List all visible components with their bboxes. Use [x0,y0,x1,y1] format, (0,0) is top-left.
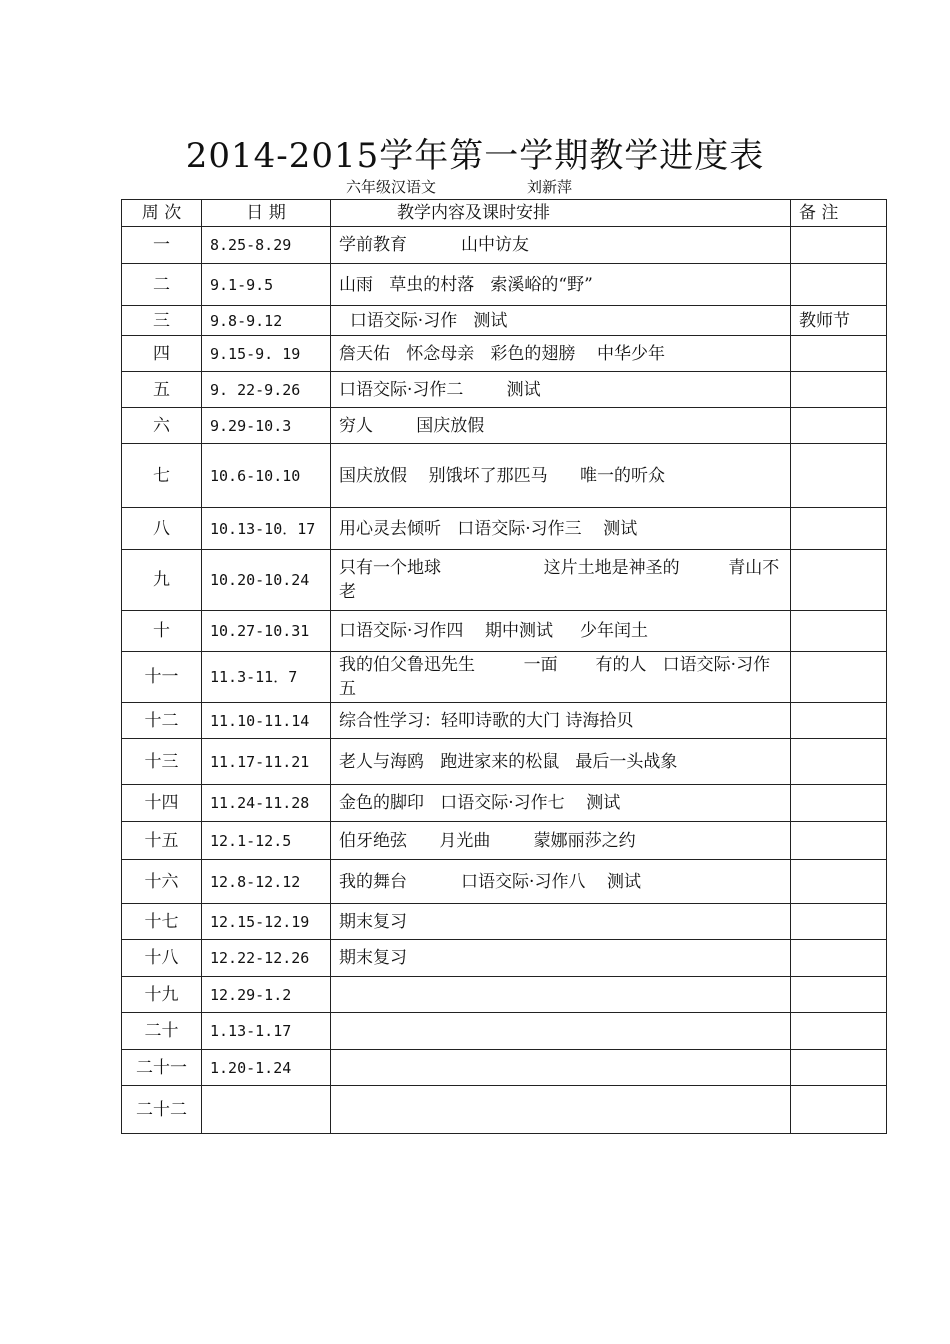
content-cell: 詹天佑 怀念母亲 彩色的翅膀 中华少年 [331,336,791,372]
note-cell [791,444,887,508]
table-row [122,904,887,940]
date-cell: 9.1-9.5 [202,264,331,306]
week-cell: 十八 [122,940,202,977]
content-cell: 只有一个地球 这片土地是神圣的 青山不老 [331,550,791,611]
date-cell: 9. 22-9.26 [202,372,331,408]
content-cell [331,1050,791,1086]
header-content: 教学内容及课时安排 [331,200,791,227]
date-cell: 1.13-1.17 [202,1013,331,1050]
date-cell: 11.17-11.21 [202,739,331,785]
date-cell: 12.8-12.12 [202,860,331,904]
week-cell: 十五 [122,822,202,860]
week-cell: 九 [122,550,202,611]
content-cell: 口语交际·习作二 测试 [331,372,791,408]
date-cell: 8.25-8.29 [202,227,331,264]
note-cell: 教师节 [791,306,887,336]
content-cell: 我的舞台 口语交际·习作八 测试 [331,860,791,904]
note-cell [791,408,887,444]
content-cell: 伯牙绝弦 月光曲 蒙娜丽莎之约 [331,822,791,860]
note-cell [791,977,887,1013]
note-cell [791,611,887,652]
content-cell: 期末复习 [331,940,791,977]
table-row [122,1086,887,1134]
note-cell [791,940,887,977]
table-row [122,977,887,1013]
date-cell: 12.15-12.19 [202,904,331,940]
week-cell: 一 [122,227,202,264]
note-cell [791,508,887,550]
date-cell: 10.20-10.24 [202,550,331,611]
note-cell [791,860,887,904]
table-header-row [122,200,887,227]
week-cell: 十二 [122,703,202,739]
content-cell [331,977,791,1013]
content-cell: 我的伯父鲁迅先生 一面 有的人 口语交际·习作五 [331,652,791,703]
date-cell: 10.6-10.10 [202,444,331,508]
content-cell: 期末复习 [331,904,791,940]
date-cell: 11.10-11.14 [202,703,331,739]
content-cell: 穷人 国庆放假 [331,408,791,444]
date-cell: 11.3-11．7 [202,652,331,703]
page-title: 2014-2015学年第一学期教学进度表 [185,136,765,176]
note-cell [791,550,887,611]
note-cell [791,785,887,822]
table-row [122,264,887,306]
table-row [122,1050,887,1086]
date-cell: 1.20-1.24 [202,1050,331,1086]
note-cell [791,227,887,264]
content-cell: 老人与海鸥 跑进家来的松鼠 最后一头战象 [331,739,791,785]
week-cell: 五 [122,372,202,408]
content-cell: 口语交际·习作 测试 [331,306,791,336]
date-cell [202,1086,331,1134]
table-row [122,508,887,550]
table-row [122,306,887,336]
table-row [122,550,887,611]
week-cell: 八 [122,508,202,550]
table-row [122,611,887,652]
date-cell: 12.29-1.2 [202,977,331,1013]
table-row [122,227,887,264]
week-cell: 二十 [122,1013,202,1050]
table-row [122,860,887,904]
content-cell [331,1013,791,1050]
content-cell: 金色的脚印 口语交际·习作七 测试 [331,785,791,822]
grade-subject: 六年级汉语文 [346,178,437,196]
schedule-table [121,199,887,1134]
table-row [122,785,887,822]
content-cell: 用心灵去倾听 口语交际·习作三 测试 [331,508,791,550]
table-row [122,372,887,408]
table-row [122,336,887,372]
note-cell [791,336,887,372]
date-cell: 12.22-12.26 [202,940,331,977]
week-cell: 十四 [122,785,202,822]
date-cell: 9.15-9. 19 [202,336,331,372]
date-cell: 12.1-12.5 [202,822,331,860]
table-row [122,652,887,703]
content-cell: 国庆放假 别饿坏了那匹马 唯一的听众 [331,444,791,508]
content-cell: 综合性学习：轻叩诗歌的大门 诗海拾贝 [331,703,791,739]
week-cell: 六 [122,408,202,444]
teacher-name: 刘新萍 [527,178,573,196]
week-cell: 四 [122,336,202,372]
date-cell: 10.13-10．17 [202,508,331,550]
note-cell [791,264,887,306]
table-row [122,739,887,785]
note-cell [791,1050,887,1086]
week-cell: 十 [122,611,202,652]
note-cell [791,822,887,860]
week-cell: 十六 [122,860,202,904]
week-cell: 十一 [122,652,202,703]
note-cell [791,1086,887,1134]
week-cell: 七 [122,444,202,508]
week-cell: 十九 [122,977,202,1013]
week-cell: 十三 [122,739,202,785]
header-note: 备 注 [791,200,887,227]
note-cell [791,703,887,739]
date-cell: 10.27-10.31 [202,611,331,652]
date-cell: 9.8-9.12 [202,306,331,336]
table-row [122,940,887,977]
date-cell: 11.24-11.28 [202,785,331,822]
note-cell [791,1013,887,1050]
week-cell: 二十二 [122,1086,202,1134]
table-row [122,822,887,860]
note-cell [791,739,887,785]
content-cell: 山雨 草虫的村落 索溪峪的“野” [331,264,791,306]
table-row [122,703,887,739]
week-cell: 十七 [122,904,202,940]
table-row [122,444,887,508]
week-cell: 二十一 [122,1050,202,1086]
content-cell: 学前教育 山中访友 [331,227,791,264]
header-week: 周 次 [122,200,202,227]
content-cell [331,1086,791,1134]
table-row [122,408,887,444]
note-cell [791,904,887,940]
week-cell: 三 [122,306,202,336]
header-date: 日 期 [202,200,331,227]
note-cell [791,372,887,408]
content-cell: 口语交际·习作四 期中测试 少年闰土 [331,611,791,652]
date-cell: 9.29-10.3 [202,408,331,444]
note-cell [791,652,887,703]
table-body [122,227,887,1134]
week-cell: 二 [122,264,202,306]
table-row [122,1013,887,1050]
